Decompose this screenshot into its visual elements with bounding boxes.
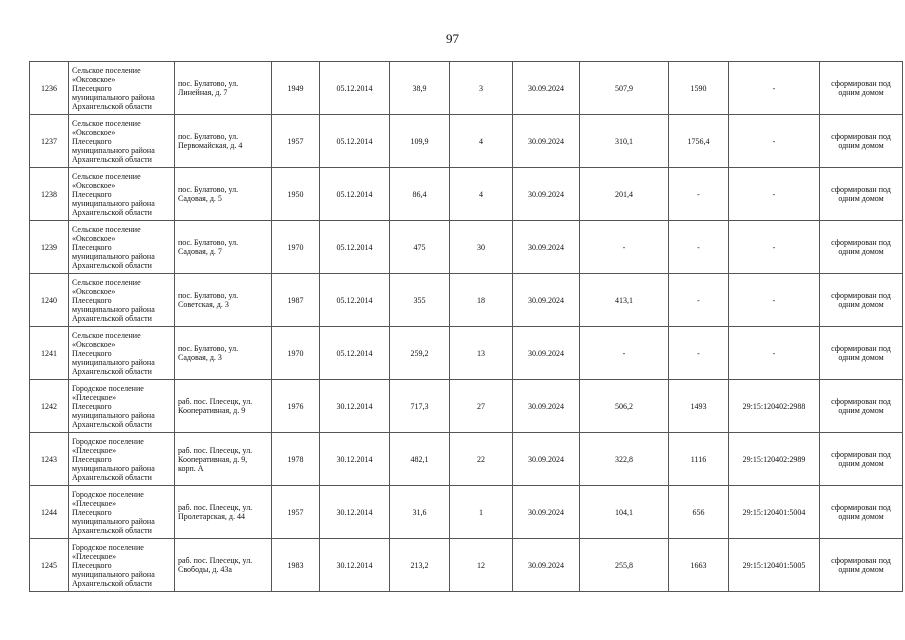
row-number-cell: 1244 [30, 486, 69, 539]
address-cell-line: Советская, д. 3 [178, 300, 229, 309]
area-cell: 213,2 [390, 539, 450, 592]
note-cell-line: одним домом [838, 141, 884, 150]
settlement-cell-line: «Оксовское» [72, 233, 116, 243]
residents-cell: 27 [450, 380, 513, 433]
residents-cell: 22 [450, 433, 513, 486]
settlement-cell-line: Сельское поселение [72, 118, 141, 128]
value-cell: 255,8 [580, 539, 669, 592]
note-cell [820, 539, 903, 592]
settlement-cell-line: Плесецкого [72, 295, 112, 305]
settlement-cell [69, 327, 175, 380]
note-cell-line: одним домом [838, 406, 884, 415]
settlement-cell-line: Городское поселение [72, 542, 144, 552]
table-row [30, 274, 903, 327]
value-cell: 201,4 [580, 168, 669, 221]
settlement-cell-line: Плесецкого [72, 136, 112, 146]
row-number-cell: 1237 [30, 115, 69, 168]
year-built-cell: 1976 [272, 380, 320, 433]
cadastral-number-cell: 29:15:120402:2988 [729, 380, 820, 433]
row-number-cell: 1240 [30, 274, 69, 327]
note-cell [820, 115, 903, 168]
address-cell [175, 168, 272, 221]
settlement-cell-line: Архангельской области [72, 313, 152, 323]
value-cell: 506,2 [580, 380, 669, 433]
residents-cell: 4 [450, 168, 513, 221]
settlement-cell-line: Плесецкого [72, 454, 112, 464]
settlement-cell [69, 433, 175, 486]
settlement-cell [69, 274, 175, 327]
row-number-cell: 1245 [30, 539, 69, 592]
area-cell: 86,4 [390, 168, 450, 221]
page-number: 97 [446, 31, 459, 46]
settlement-cell [69, 168, 175, 221]
address-cell-line: пос. Булатово, ул. [178, 185, 239, 194]
address-cell-line: раб. пос. Плесецк, ул. [178, 445, 253, 455]
note-cell-line: сформирован под [831, 79, 891, 88]
note-cell-line: одним домом [838, 565, 884, 574]
recognition-date-cell: 05.12.2014 [320, 327, 390, 380]
row-number-cell: 1243 [30, 433, 69, 486]
residents-cell: 30 [450, 221, 513, 274]
value-cell: - [669, 327, 729, 380]
address-cell-line: Кооперативная, д. 9 [178, 406, 246, 415]
residents-cell: 13 [450, 327, 513, 380]
settlement-cell-line: Сельское поселение [72, 330, 141, 340]
row-number-cell: 1242 [30, 380, 69, 433]
note-cell-line: сформирован под [831, 397, 891, 406]
address-cell-line: Пролетарская, д. 44 [178, 512, 245, 521]
resettlement-deadline-cell: 30.09.2024 [513, 433, 580, 486]
recognition-date-cell: 05.12.2014 [320, 62, 390, 115]
resettlement-deadline-cell: 30.09.2024 [513, 539, 580, 592]
settlement-cell-line: Сельское поселение [72, 224, 141, 234]
settlement-cell-line: «Плесецкое» [72, 551, 117, 561]
address-cell-line: раб. пос. Плесецк, ул. [178, 397, 253, 406]
resettlement-deadline-cell: 30.09.2024 [513, 380, 580, 433]
note-cell [820, 221, 903, 274]
recognition-date-cell: 05.12.2014 [320, 274, 390, 327]
address-cell-line: Линейная, д. 7 [178, 88, 228, 97]
area-cell: 355 [390, 274, 450, 327]
year-built-cell: 1987 [272, 274, 320, 327]
settlement-cell-line: «Оксовское» [72, 127, 116, 137]
resettlement-deadline-cell: 30.09.2024 [513, 274, 580, 327]
residents-cell: 1 [450, 486, 513, 539]
note-cell-line: сформирован под [831, 291, 891, 300]
resettlement-deadline-cell: 30.09.2024 [513, 115, 580, 168]
settlement-cell [69, 115, 175, 168]
settlement-cell-line: Архангельской области [72, 101, 152, 111]
settlement-cell-line: Плесецкого [72, 189, 112, 199]
cadastral-number-cell: - [729, 62, 820, 115]
row-number-cell: 1236 [30, 62, 69, 115]
settlement-cell-line: Плесецкого [72, 560, 112, 570]
cadastral-number-cell: - [729, 115, 820, 168]
note-cell [820, 327, 903, 380]
resettlement-deadline-cell: 30.09.2024 [513, 62, 580, 115]
cadastral-number-cell: 29:15:120401:5005 [729, 539, 820, 592]
year-built-cell: 1970 [272, 327, 320, 380]
value-cell: 1590 [669, 62, 729, 115]
address-cell-line: Свободы, д. 43а [178, 565, 232, 574]
note-cell-line: сформирован под [831, 185, 891, 194]
table-row [30, 380, 903, 433]
recognition-date-cell: 05.12.2014 [320, 168, 390, 221]
address-cell-line: Садовая, д. 7 [178, 247, 222, 256]
value-cell: - [580, 327, 669, 380]
settlement-cell-line: Сельское поселение [72, 171, 141, 181]
address-cell-line: пос. Булатово, ул. [178, 291, 239, 300]
cadastral-number-cell: - [729, 221, 820, 274]
area-cell: 38,9 [390, 62, 450, 115]
area-cell: 482,1 [390, 433, 450, 486]
settlement-cell-line: Архангельской области [72, 525, 152, 535]
residents-cell: 18 [450, 274, 513, 327]
recognition-date-cell: 30.12.2014 [320, 539, 390, 592]
cadastral-number-cell: - [729, 327, 820, 380]
value-cell: 104,1 [580, 486, 669, 539]
value-cell: 1756,4 [669, 115, 729, 168]
settlement-cell-line: Архангельской области [72, 578, 152, 588]
address-cell [175, 62, 272, 115]
note-cell-line: одним домом [838, 459, 884, 468]
housing-registry-table [29, 61, 903, 592]
address-cell [175, 327, 272, 380]
year-built-cell: 1978 [272, 433, 320, 486]
settlement-cell-line: муниципального района [72, 304, 155, 314]
resettlement-deadline-cell: 30.09.2024 [513, 486, 580, 539]
settlement-cell-line: Архангельской области [72, 419, 152, 429]
settlement-cell-line: «Оксовское» [72, 180, 116, 190]
note-cell-line: одним домом [838, 194, 884, 203]
note-cell [820, 62, 903, 115]
value-cell: - [669, 221, 729, 274]
settlement-cell-line: Архангельской области [72, 154, 152, 164]
settlement-cell-line: муниципального района [72, 145, 155, 155]
note-cell-line: сформирован под [831, 450, 891, 459]
recognition-date-cell: 05.12.2014 [320, 221, 390, 274]
settlement-cell-line: «Оксовское» [72, 339, 116, 349]
value-cell: 1493 [669, 380, 729, 433]
note-cell-line: одним домом [838, 88, 884, 97]
value-cell: 310,1 [580, 115, 669, 168]
residents-cell: 12 [450, 539, 513, 592]
note-cell [820, 486, 903, 539]
settlement-cell [69, 380, 175, 433]
address-cell-line: Садовая, д. 3 [178, 353, 222, 362]
settlement-cell-line: Архангельской области [72, 366, 152, 376]
address-cell-line: пос. Булатово, ул. [178, 344, 239, 353]
settlement-cell-line: Архангельской области [72, 260, 152, 270]
note-cell-line: сформирован под [831, 238, 891, 247]
note-cell-line: сформирован под [831, 132, 891, 141]
address-cell [175, 380, 272, 433]
cadastral-number-cell: 29:15:120401:5004 [729, 486, 820, 539]
note-cell [820, 433, 903, 486]
note-cell-line: одним домом [838, 512, 884, 521]
note-cell-line: одним домом [838, 247, 884, 256]
cadastral-number-cell: 29:15:120402:2989 [729, 433, 820, 486]
address-cell [175, 539, 272, 592]
address-cell-line: раб. пос. Плесецк, ул. [178, 556, 253, 565]
settlement-cell-line: «Плесецкое» [72, 392, 117, 402]
settlement-cell-line: муниципального района [72, 198, 155, 208]
address-cell-line: Садовая, д. 5 [178, 194, 222, 203]
settlement-cell-line: Плесецкого [72, 348, 112, 358]
table-row [30, 221, 903, 274]
value-cell: 322,8 [580, 433, 669, 486]
area-cell: 31,6 [390, 486, 450, 539]
area-cell: 259,2 [390, 327, 450, 380]
recognition-date-cell: 05.12.2014 [320, 115, 390, 168]
settlement-cell-line: муниципального района [72, 410, 155, 420]
area-cell: 717,3 [390, 380, 450, 433]
table-row [30, 433, 903, 486]
table-row [30, 327, 903, 380]
address-cell [175, 274, 272, 327]
settlement-cell-line: «Оксовское» [72, 286, 116, 296]
settlement-cell-line: муниципального района [72, 357, 155, 367]
value-cell: 1663 [669, 539, 729, 592]
settlement-cell-line: Плесецкого [72, 507, 112, 517]
resettlement-deadline-cell: 30.09.2024 [513, 327, 580, 380]
address-cell-line: Кооперативная, д. 9, [178, 454, 248, 464]
value-cell: 507,9 [580, 62, 669, 115]
settlement-cell-line: «Оксовское» [72, 74, 116, 84]
table-row [30, 62, 903, 115]
settlement-cell-line: Городское поселение [72, 383, 144, 393]
settlement-cell-line: Сельское поселение [72, 65, 141, 75]
year-built-cell: 1950 [272, 168, 320, 221]
settlement-cell-line: Сельское поселение [72, 277, 141, 287]
recognition-date-cell: 30.12.2014 [320, 380, 390, 433]
address-cell [175, 115, 272, 168]
settlement-cell [69, 62, 175, 115]
settlement-cell-line: Городское поселение [72, 489, 144, 499]
year-built-cell: 1949 [272, 62, 320, 115]
address-cell-line: корп. А [178, 463, 204, 473]
settlement-cell [69, 221, 175, 274]
settlement-cell-line: муниципального района [72, 92, 155, 102]
area-cell: 475 [390, 221, 450, 274]
note-cell-line: сформирован под [831, 503, 891, 512]
value-cell: 656 [669, 486, 729, 539]
row-number-cell: 1239 [30, 221, 69, 274]
settlement-cell-line: Городское поселение [72, 436, 144, 446]
row-number-cell: 1238 [30, 168, 69, 221]
value-cell: - [669, 168, 729, 221]
note-cell-line: сформирован под [831, 556, 891, 565]
note-cell-line: одним домом [838, 300, 884, 309]
address-cell-line: Первомайская, д. 4 [178, 141, 243, 150]
value-cell: 413,1 [580, 274, 669, 327]
address-cell [175, 221, 272, 274]
settlement-cell-line: муниципального района [72, 251, 155, 261]
settlement-cell-line: муниципального района [72, 569, 155, 579]
settlement-cell-line: Плесецкого [72, 242, 112, 252]
row-number-cell: 1241 [30, 327, 69, 380]
residents-cell: 3 [450, 62, 513, 115]
note-cell-line: одним домом [838, 353, 884, 362]
note-cell [820, 380, 903, 433]
address-cell-line: пос. Булатово, ул. [178, 238, 239, 247]
table-row [30, 486, 903, 539]
address-cell-line: пос. Булатово, ул. [178, 79, 239, 88]
settlement-cell-line: муниципального района [72, 463, 155, 473]
note-cell-line: сформирован под [831, 344, 891, 353]
year-built-cell: 1957 [272, 115, 320, 168]
year-built-cell: 1983 [272, 539, 320, 592]
settlement-cell-line: Плесецкого [72, 401, 112, 411]
value-cell: 1116 [669, 433, 729, 486]
table-row [30, 539, 903, 592]
settlement-cell-line: муниципального района [72, 516, 155, 526]
settlement-cell [69, 486, 175, 539]
settlement-cell-line: «Плесецкое» [72, 445, 117, 455]
value-cell: - [580, 221, 669, 274]
year-built-cell: 1957 [272, 486, 320, 539]
recognition-date-cell: 30.12.2014 [320, 486, 390, 539]
table-row [30, 168, 903, 221]
settlement-cell-line: Архангельской области [72, 207, 152, 217]
value-cell: - [669, 274, 729, 327]
cadastral-number-cell: - [729, 168, 820, 221]
address-cell [175, 486, 272, 539]
settlement-cell [69, 539, 175, 592]
resettlement-deadline-cell: 30.09.2024 [513, 168, 580, 221]
note-cell [820, 274, 903, 327]
address-cell [175, 433, 272, 486]
resettlement-deadline-cell: 30.09.2024 [513, 221, 580, 274]
area-cell: 109,9 [390, 115, 450, 168]
table-row [30, 115, 903, 168]
address-cell-line: раб. пос. Плесецк, ул. [178, 503, 253, 512]
residents-cell: 4 [450, 115, 513, 168]
cadastral-number-cell: - [729, 274, 820, 327]
settlement-cell-line: Архангельской области [72, 472, 152, 482]
address-cell-line: пос. Булатово, ул. [178, 132, 239, 141]
settlement-cell-line: «Плесецкое» [72, 498, 117, 508]
recognition-date-cell: 30.12.2014 [320, 433, 390, 486]
year-built-cell: 1970 [272, 221, 320, 274]
note-cell [820, 168, 903, 221]
settlement-cell-line: Плесецкого [72, 83, 112, 93]
